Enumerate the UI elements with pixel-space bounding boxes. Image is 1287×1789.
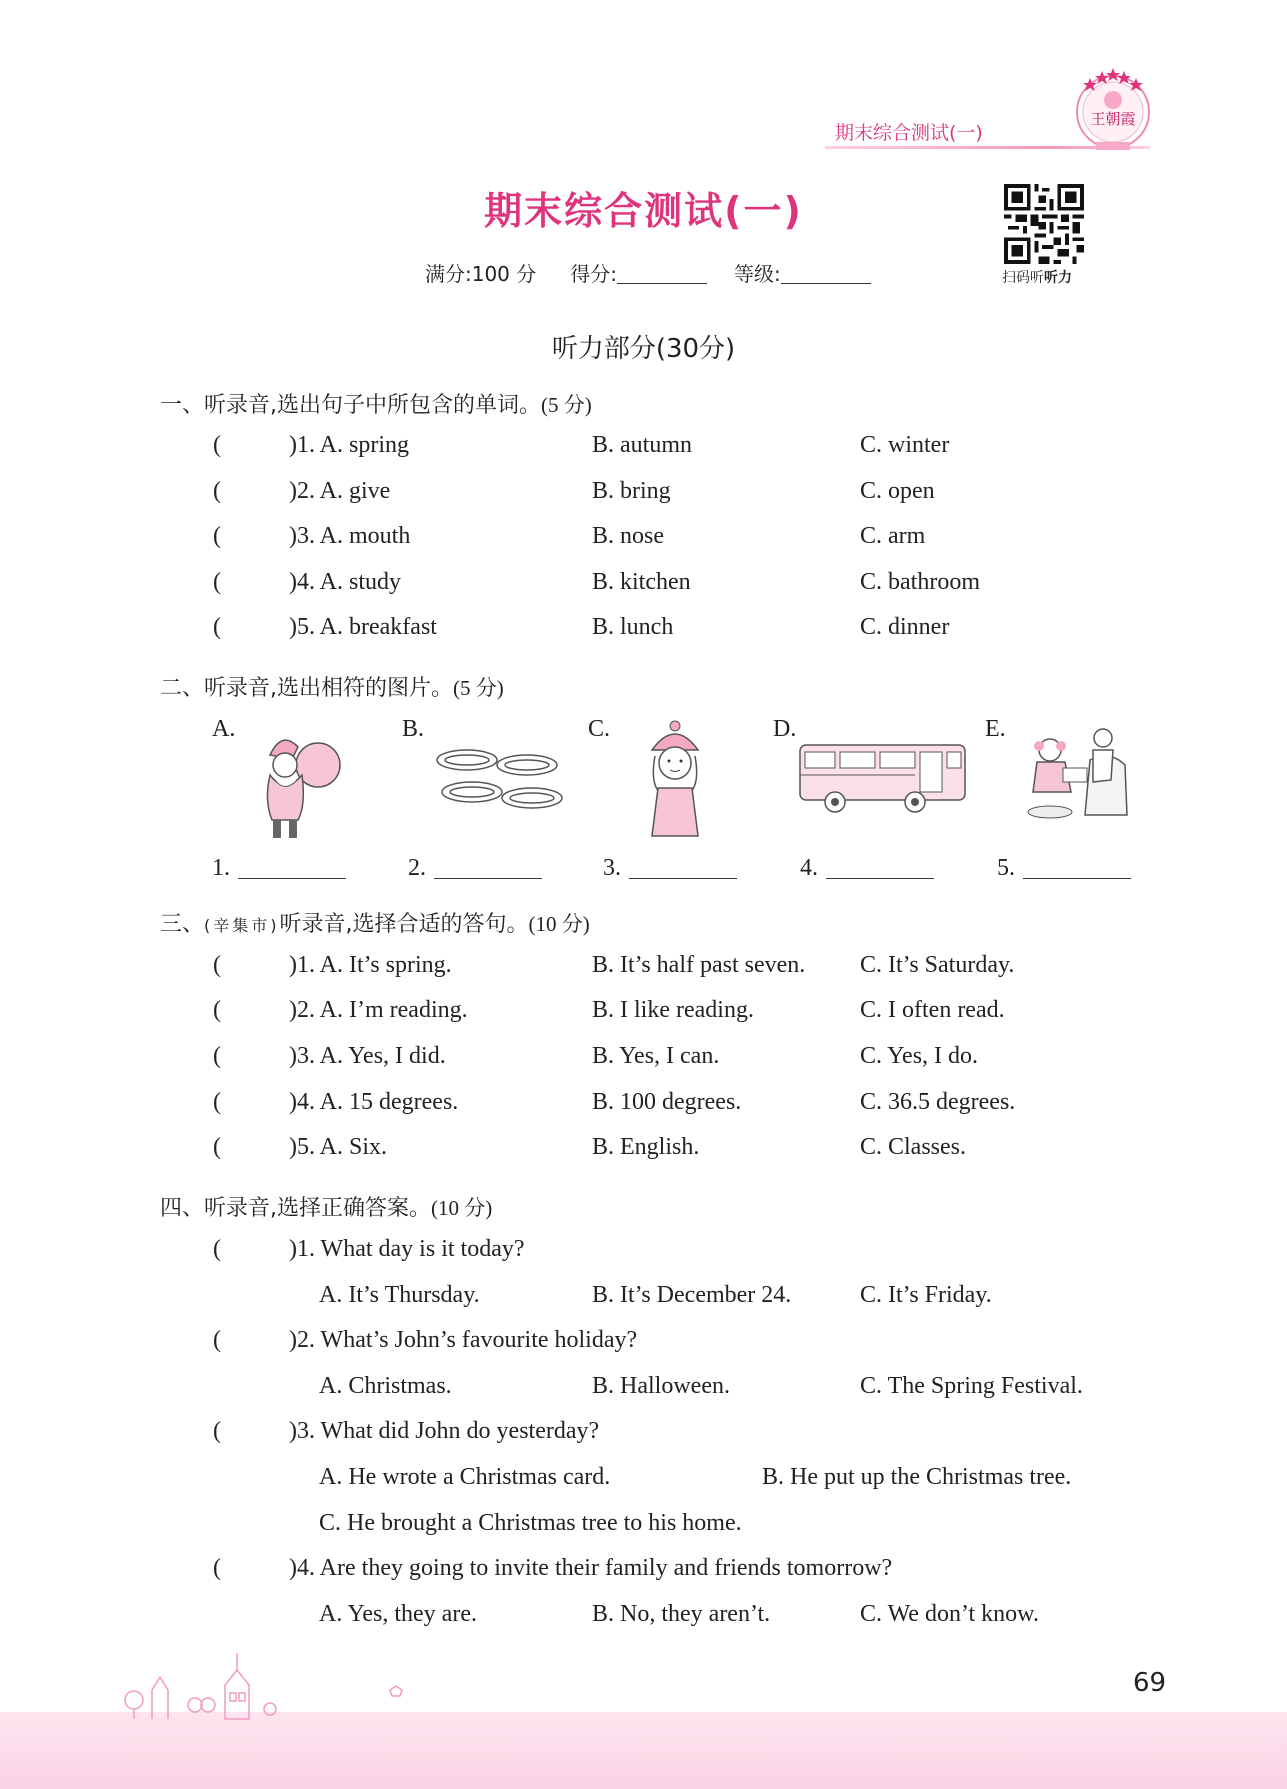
qr-code-label: 扫码听听力 xyxy=(1002,270,1072,286)
part1-question-1[interactable]: ( )1. A. spring xyxy=(213,432,409,458)
part3-q1-option-c: C. It’s Saturday. xyxy=(860,952,1015,978)
footer-band xyxy=(0,1712,1287,1789)
part4-question-4[interactable]: ( )4. Are they going to invite their family and friends tomorrow? xyxy=(213,1555,893,1581)
part3-q3-option-c: C. Yes, I do. xyxy=(860,1043,979,1069)
part2-answer-5[interactable]: 5. xyxy=(997,855,1131,882)
dumplings-icon xyxy=(432,740,572,820)
part4-heading: 四、听录音,选择正确答案。(10 分) xyxy=(160,1196,493,1221)
part4-question-2[interactable]: ( )2. What’s John’s favourite holiday? xyxy=(213,1327,638,1353)
part3-q1-option-b: B. It’s half past seven. xyxy=(592,952,806,978)
grade-label: 等级: xyxy=(734,262,781,286)
part4-q1-option-c: C. It’s Friday. xyxy=(860,1282,992,1308)
part4-q4-option-a: A. Yes, they are. xyxy=(319,1601,477,1627)
publisher-logo-icon xyxy=(1070,62,1156,154)
part4-q2-option-b: B. Halloween. xyxy=(592,1373,730,1399)
part2-answer-1[interactable]: 1. xyxy=(212,855,346,882)
header-section-tag: 期末综合测试(一) xyxy=(835,122,983,144)
part1-question-3[interactable]: ( )3. A. mouth xyxy=(213,523,411,549)
part1-question-2[interactable]: ( )2. A. give xyxy=(213,478,391,504)
picture-d-label: D. xyxy=(773,716,797,742)
picture-a-label: A. xyxy=(212,716,236,742)
castle-decoration-icon xyxy=(120,1645,430,1720)
score-field[interactable] xyxy=(617,265,707,284)
part4-q4-option-c: C. We don’t know. xyxy=(860,1601,1039,1627)
grade-field[interactable] xyxy=(781,265,871,284)
part4-q3-option-b: B. He put up the Christmas tree. xyxy=(762,1464,1072,1490)
part3-q5-option-c: C. Classes. xyxy=(860,1134,967,1160)
part3-question-5[interactable]: ( )5. A. Six. xyxy=(213,1134,388,1160)
part4-q3-option-a: A. He wrote a Christmas card. xyxy=(319,1464,611,1490)
part3-question-2[interactable]: ( )2. A. I’m reading. xyxy=(213,997,468,1023)
part3-heading: 三、(辛集市)听录音,选择合适的答句。(10 分) xyxy=(160,912,590,937)
part4-q1-option-a: A. It’s Thursday. xyxy=(319,1282,480,1308)
part1-heading: 一、听录音,选出句子中所包含的单词。(5 分) xyxy=(160,393,592,418)
santa-claus-icon xyxy=(240,725,350,845)
picture-b-label: B. xyxy=(402,716,425,742)
part3-question-4[interactable]: ( )4. A. 15 degrees. xyxy=(213,1089,459,1115)
picture-c-label: C. xyxy=(588,716,611,742)
part1-q5-option-b: B. lunch xyxy=(592,614,674,640)
listening-section-title: 听力部分(30分) xyxy=(551,334,736,364)
part4-q2-option-a: A. Christmas. xyxy=(319,1373,452,1399)
part1-q1-option-c: C. winter xyxy=(860,432,950,458)
part3-question-3[interactable]: ( )3. A. Yes, I did. xyxy=(213,1043,446,1069)
logo-lettering: 王朝霞 xyxy=(1090,110,1136,128)
part3-q4-option-c: C. 36.5 degrees. xyxy=(860,1089,1016,1115)
score-label: 得分: xyxy=(570,262,618,286)
part1-q4-option-c: C. bathroom xyxy=(860,569,980,595)
bus-icon xyxy=(795,740,970,820)
part4-q4-option-b: B. No, they aren’t. xyxy=(592,1601,771,1627)
part4-question-3[interactable]: ( )3. What did John do yesterday? xyxy=(213,1418,600,1444)
winter-girl-icon xyxy=(640,718,710,838)
part3-q4-option-b: B. 100 degrees. xyxy=(592,1089,742,1115)
full-score-label: 满分:100 分 xyxy=(425,262,537,286)
part3-q2-option-c: C. I often read. xyxy=(860,997,1005,1023)
part1-question-4[interactable]: ( )4. A. study xyxy=(213,569,402,595)
page-title: 期末综合测试(一) xyxy=(484,189,803,233)
part4-question-1[interactable]: ( )1. What day is it today? xyxy=(213,1236,525,1262)
part2-answer-3[interactable]: 3. xyxy=(603,855,737,882)
part4-q3-option-c: C. He brought a Christmas tree to his home. xyxy=(319,1510,742,1536)
part1-q5-option-c: C. dinner xyxy=(860,614,950,640)
qr-code-icon[interactable] xyxy=(1004,184,1084,264)
part1-q2-option-b: B. bring xyxy=(592,478,671,504)
part2-heading: 二、听录音,选出相符的图片。(5 分) xyxy=(160,676,504,701)
part1-q3-option-b: B. nose xyxy=(592,523,664,549)
part1-q1-option-b: B. autumn xyxy=(592,432,692,458)
part4-q1-option-b: B. It’s December 24. xyxy=(592,1282,792,1308)
part3-q2-option-b: B. I like reading. xyxy=(592,997,754,1023)
family-reading-icon xyxy=(1015,720,1135,825)
picture-e-label: E. xyxy=(985,716,1006,742)
part4-q2-option-c: C. The Spring Festival. xyxy=(860,1373,1083,1399)
part3-q5-option-b: B. English. xyxy=(592,1134,700,1160)
part1-q3-option-c: C. arm xyxy=(860,523,926,549)
part2-answer-2[interactable]: 2. xyxy=(408,855,542,882)
page-number: 69 xyxy=(1133,1668,1167,1698)
part1-q2-option-c: C. open xyxy=(860,478,935,504)
score-line xyxy=(425,258,893,287)
part1-question-5[interactable]: ( )5. A. breakfast xyxy=(213,614,437,640)
part3-question-1[interactable]: ( )1. A. It’s spring. xyxy=(213,952,452,978)
part2-answer-4[interactable]: 4. xyxy=(800,855,934,882)
part1-q4-option-b: B. kitchen xyxy=(592,569,691,595)
part3-q3-option-b: B. Yes, I can. xyxy=(592,1043,720,1069)
